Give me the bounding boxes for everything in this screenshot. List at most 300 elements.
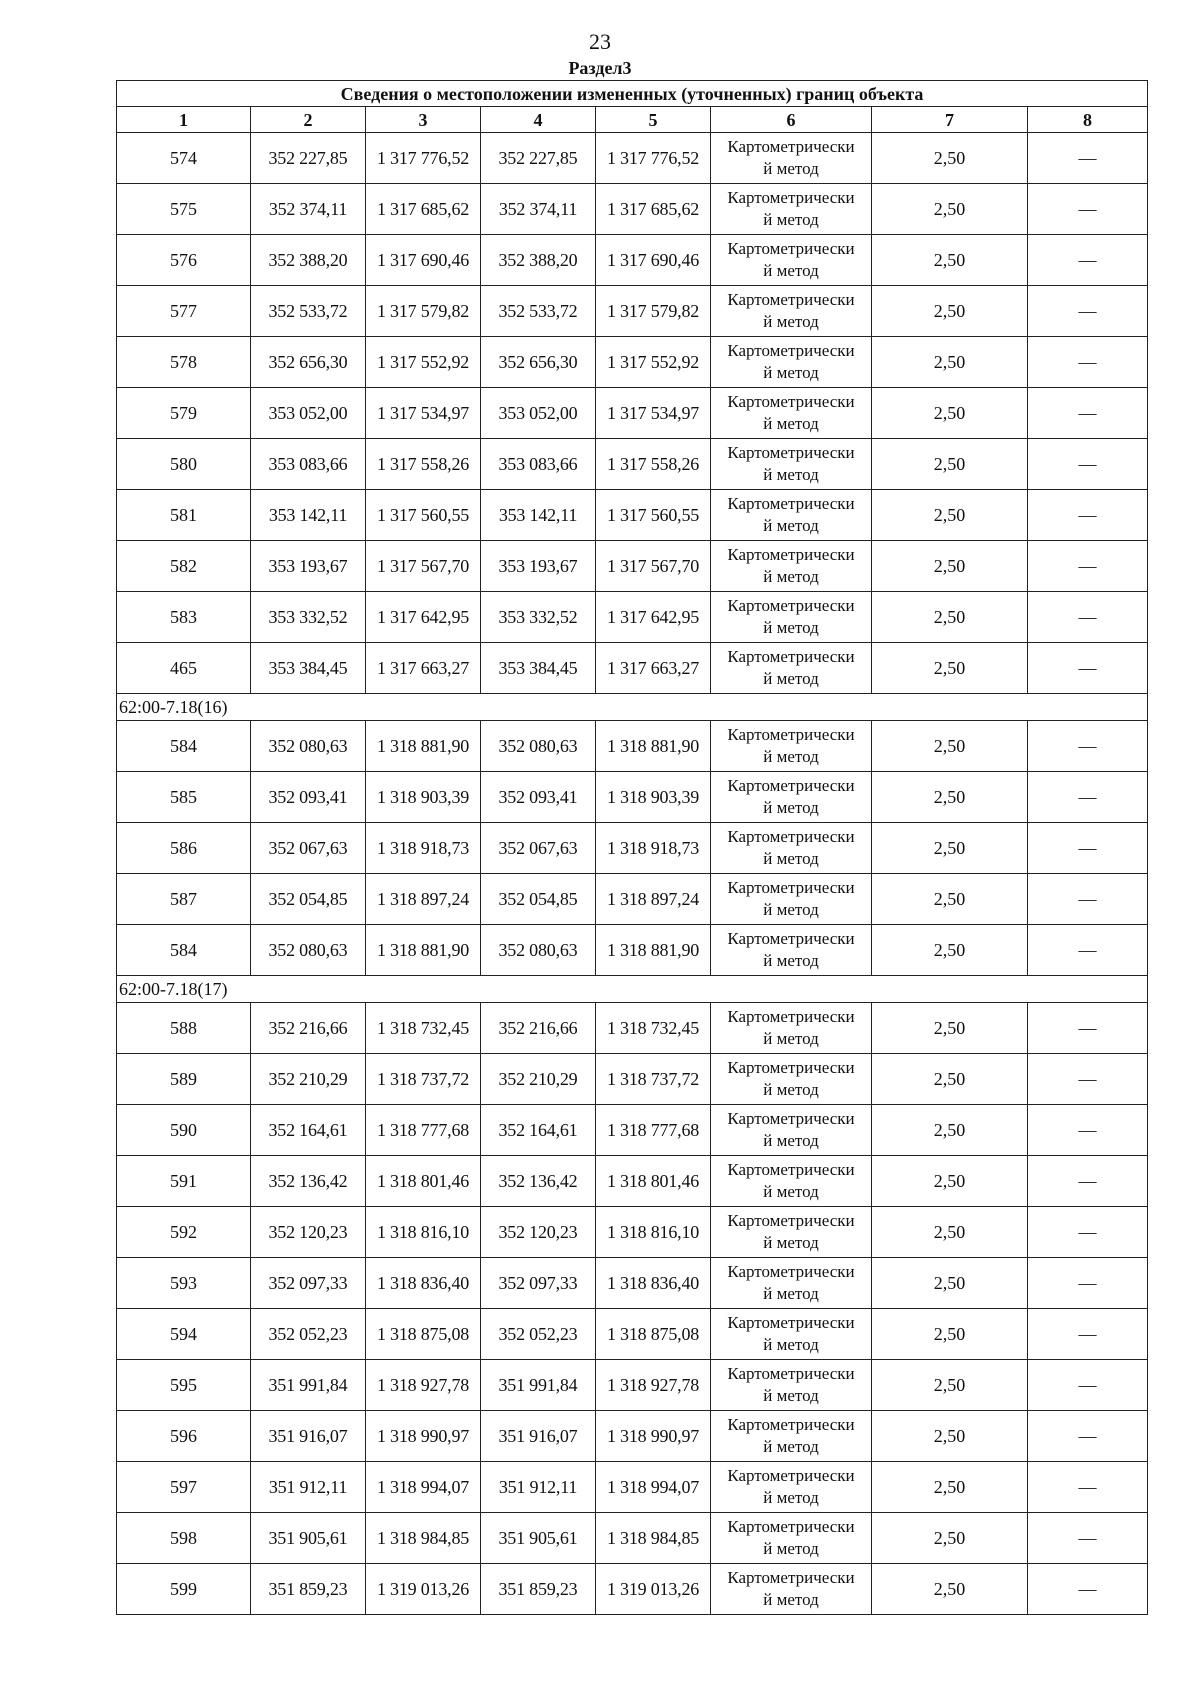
- y-existing-cell: 1 318 990,97: [366, 1411, 481, 1462]
- description-cell: —: [1028, 1411, 1148, 1462]
- description-cell: —: [1028, 1309, 1148, 1360]
- x-refined-cell: 352 093,41: [481, 772, 596, 823]
- x-refined-cell: 353 052,00: [481, 388, 596, 439]
- point-number-cell: 592: [117, 1207, 251, 1258]
- accuracy-cell: 2,50: [872, 1156, 1028, 1207]
- description-cell: —: [1028, 643, 1148, 694]
- table-row: [117, 1003, 1148, 1054]
- description-cell: —: [1028, 1054, 1148, 1105]
- table-row: [117, 1054, 1148, 1105]
- point-number-cell: 596: [117, 1411, 251, 1462]
- group-label: 62:00-7.18(16): [117, 694, 1148, 721]
- x-existing-cell: 352 227,85: [251, 133, 366, 184]
- method-line: й метод: [763, 1488, 819, 1507]
- description-cell: —: [1028, 1156, 1148, 1207]
- method-line: й метод: [763, 414, 819, 433]
- table-row: [117, 439, 1148, 490]
- x-existing-cell: 353 384,45: [251, 643, 366, 694]
- y-existing-cell: 1 318 881,90: [366, 925, 481, 976]
- method-line: й метод: [763, 849, 819, 868]
- point-number-cell: 594: [117, 1309, 251, 1360]
- x-refined-cell: 352 210,29: [481, 1054, 596, 1105]
- method-line: Картометрически: [727, 1415, 855, 1434]
- method-line: й метод: [763, 516, 819, 535]
- method-cell: [711, 286, 872, 337]
- point-number-cell: 595: [117, 1360, 251, 1411]
- method-cell: [711, 592, 872, 643]
- method-cell: [711, 823, 872, 874]
- x-existing-cell: 352 533,72: [251, 286, 366, 337]
- description-cell: —: [1028, 1003, 1148, 1054]
- method-line: й метод: [763, 798, 819, 817]
- accuracy-cell: 2,50: [872, 1258, 1028, 1309]
- description-cell: —: [1028, 439, 1148, 490]
- accuracy-cell: 2,50: [872, 133, 1028, 184]
- x-existing-cell: 352 093,41: [251, 772, 366, 823]
- y-refined-cell: 1 317 776,52: [596, 133, 711, 184]
- method-cell: [711, 337, 872, 388]
- method-line: й метод: [763, 1182, 819, 1201]
- table-row: [117, 1513, 1148, 1564]
- y-refined-cell: 1 318 984,85: [596, 1513, 711, 1564]
- y-refined-cell: 1 317 560,55: [596, 490, 711, 541]
- table-row: [117, 1156, 1148, 1207]
- method-line: й метод: [763, 669, 819, 688]
- y-refined-cell: 1 318 990,97: [596, 1411, 711, 1462]
- x-refined-cell: 352 216,66: [481, 1003, 596, 1054]
- accuracy-cell: 2,50: [872, 1003, 1028, 1054]
- point-number-cell: 579: [117, 388, 251, 439]
- group-row: [117, 694, 1148, 721]
- y-existing-cell: 1 318 737,72: [366, 1054, 481, 1105]
- y-existing-cell: 1 318 836,40: [366, 1258, 481, 1309]
- accuracy-cell: 2,50: [872, 235, 1028, 286]
- y-refined-cell: 1 318 875,08: [596, 1309, 711, 1360]
- method-line: Картометрически: [727, 596, 855, 615]
- x-refined-cell: 351 991,84: [481, 1360, 596, 1411]
- y-refined-cell: 1 318 897,24: [596, 874, 711, 925]
- y-refined-cell: 1 318 994,07: [596, 1462, 711, 1513]
- method-line: й метод: [763, 1539, 819, 1558]
- y-existing-cell: 1 318 984,85: [366, 1513, 481, 1564]
- table-row: [117, 1462, 1148, 1513]
- description-cell: —: [1028, 1513, 1148, 1564]
- point-number-cell: 584: [117, 721, 251, 772]
- method-line: й метод: [763, 312, 819, 331]
- x-refined-cell: 352 067,63: [481, 823, 596, 874]
- method-cell: [711, 1462, 872, 1513]
- method-line: й метод: [763, 1284, 819, 1303]
- method-line: Картометрически: [727, 392, 855, 411]
- description-cell: —: [1028, 541, 1148, 592]
- table-row: [117, 235, 1148, 286]
- accuracy-cell: 2,50: [872, 1054, 1028, 1105]
- method-line: й метод: [763, 159, 819, 178]
- x-refined-cell: 352 533,72: [481, 286, 596, 337]
- accuracy-cell: 2,50: [872, 1360, 1028, 1411]
- x-existing-cell: 352 374,11: [251, 184, 366, 235]
- x-refined-cell: 351 912,11: [481, 1462, 596, 1513]
- method-line: Картометрически: [727, 1568, 855, 1587]
- method-line: й метод: [763, 1131, 819, 1150]
- description-cell: —: [1028, 721, 1148, 772]
- y-existing-cell: 1 317 663,27: [366, 643, 481, 694]
- method-line: Картометрически: [727, 1109, 855, 1128]
- table-row: [117, 721, 1148, 772]
- table-row: [117, 133, 1148, 184]
- point-number-cell: 587: [117, 874, 251, 925]
- y-refined-cell: 1 317 685,62: [596, 184, 711, 235]
- method-line: Картометрически: [727, 443, 855, 462]
- method-cell: [711, 184, 872, 235]
- y-existing-cell: 1 317 560,55: [366, 490, 481, 541]
- y-refined-cell: 1 318 881,90: [596, 925, 711, 976]
- method-line: Картометрически: [727, 239, 855, 258]
- method-cell: [711, 388, 872, 439]
- y-refined-cell: 1 318 836,40: [596, 1258, 711, 1309]
- method-line: Картометрически: [727, 290, 855, 309]
- x-refined-cell: 351 859,23: [481, 1564, 596, 1615]
- method-line: Картометрически: [727, 1364, 855, 1383]
- y-existing-cell: 1 318 927,78: [366, 1360, 481, 1411]
- table-row: [117, 925, 1148, 976]
- x-existing-cell: 353 193,67: [251, 541, 366, 592]
- x-refined-cell: 352 054,85: [481, 874, 596, 925]
- accuracy-cell: 2,50: [872, 1207, 1028, 1258]
- x-refined-cell: 352 080,63: [481, 721, 596, 772]
- y-refined-cell: 1 317 690,46: [596, 235, 711, 286]
- method-line: й метод: [763, 951, 819, 970]
- accuracy-cell: 2,50: [872, 1411, 1028, 1462]
- x-existing-cell: 352 080,63: [251, 721, 366, 772]
- accuracy-cell: 2,50: [872, 592, 1028, 643]
- method-cell: [711, 1105, 872, 1156]
- accuracy-cell: 2,50: [872, 1513, 1028, 1564]
- accuracy-cell: 2,50: [872, 388, 1028, 439]
- y-refined-cell: 1 318 737,72: [596, 1054, 711, 1105]
- accuracy-cell: 2,50: [872, 541, 1028, 592]
- table-row: [117, 286, 1148, 337]
- x-refined-cell: 353 384,45: [481, 643, 596, 694]
- table-row: [117, 772, 1148, 823]
- x-existing-cell: 352 216,66: [251, 1003, 366, 1054]
- method-line: Картометрически: [727, 725, 855, 744]
- x-existing-cell: 352 120,23: [251, 1207, 366, 1258]
- method-cell: [711, 1054, 872, 1105]
- method-line: Картометрически: [727, 1007, 855, 1026]
- column-number: 8: [1028, 107, 1148, 133]
- description-cell: —: [1028, 490, 1148, 541]
- x-existing-cell: 352 052,23: [251, 1309, 366, 1360]
- table-row: [117, 1360, 1148, 1411]
- method-cell: [711, 925, 872, 976]
- y-refined-cell: 1 318 816,10: [596, 1207, 711, 1258]
- x-existing-cell: 351 916,07: [251, 1411, 366, 1462]
- point-number-cell: 581: [117, 490, 251, 541]
- y-existing-cell: 1 317 567,70: [366, 541, 481, 592]
- accuracy-cell: 2,50: [872, 721, 1028, 772]
- method-line: й метод: [763, 363, 819, 382]
- accuracy-cell: 2,50: [872, 337, 1028, 388]
- method-line: й метод: [763, 465, 819, 484]
- y-refined-cell: 1 318 881,90: [596, 721, 711, 772]
- point-number-cell: 589: [117, 1054, 251, 1105]
- description-cell: —: [1028, 1258, 1148, 1309]
- x-refined-cell: 352 164,61: [481, 1105, 596, 1156]
- description-cell: —: [1028, 1360, 1148, 1411]
- method-line: й метод: [763, 618, 819, 637]
- description-cell: —: [1028, 1564, 1148, 1615]
- y-existing-cell: 1 317 579,82: [366, 286, 481, 337]
- table-caption: Сведения о местоположении измененных (уточненных) границ объекта: [117, 81, 1148, 107]
- accuracy-cell: 2,50: [872, 1309, 1028, 1360]
- y-refined-cell: 1 317 579,82: [596, 286, 711, 337]
- x-existing-cell: 352 054,85: [251, 874, 366, 925]
- y-existing-cell: 1 319 013,26: [366, 1564, 481, 1615]
- column-number: 7: [872, 107, 1028, 133]
- x-refined-cell: 352 080,63: [481, 925, 596, 976]
- point-number-cell: 588: [117, 1003, 251, 1054]
- method-cell: [711, 874, 872, 925]
- table-row: [117, 541, 1148, 592]
- y-existing-cell: 1 317 690,46: [366, 235, 481, 286]
- accuracy-cell: 2,50: [872, 439, 1028, 490]
- x-refined-cell: 352 388,20: [481, 235, 596, 286]
- table-row: [117, 1309, 1148, 1360]
- coordinates-table: [116, 80, 1148, 1615]
- y-refined-cell: 1 317 663,27: [596, 643, 711, 694]
- method-line: й метод: [763, 1233, 819, 1252]
- table-row: [117, 337, 1148, 388]
- description-cell: —: [1028, 286, 1148, 337]
- x-refined-cell: 352 120,23: [481, 1207, 596, 1258]
- description-cell: —: [1028, 823, 1148, 874]
- x-existing-cell: 351 912,11: [251, 1462, 366, 1513]
- column-number: 1: [117, 107, 251, 133]
- y-existing-cell: 1 318 777,68: [366, 1105, 481, 1156]
- method-line: й метод: [763, 900, 819, 919]
- method-cell: [711, 643, 872, 694]
- method-cell: [711, 1309, 872, 1360]
- y-existing-cell: 1 318 897,24: [366, 874, 481, 925]
- y-existing-cell: 1 317 776,52: [366, 133, 481, 184]
- x-existing-cell: 352 388,20: [251, 235, 366, 286]
- accuracy-cell: 2,50: [872, 874, 1028, 925]
- point-number-cell: 582: [117, 541, 251, 592]
- x-refined-cell: 352 227,85: [481, 133, 596, 184]
- method-cell: [711, 1564, 872, 1615]
- column-number: 5: [596, 107, 711, 133]
- accuracy-cell: 2,50: [872, 772, 1028, 823]
- description-cell: —: [1028, 1207, 1148, 1258]
- description-cell: —: [1028, 184, 1148, 235]
- x-existing-cell: 352 136,42: [251, 1156, 366, 1207]
- description-cell: —: [1028, 133, 1148, 184]
- point-number-cell: 593: [117, 1258, 251, 1309]
- point-number-cell: 584: [117, 925, 251, 976]
- method-cell: [711, 1258, 872, 1309]
- description-cell: —: [1028, 874, 1148, 925]
- method-line: Картометрически: [727, 1466, 855, 1485]
- x-existing-cell: 352 097,33: [251, 1258, 366, 1309]
- x-existing-cell: 351 905,61: [251, 1513, 366, 1564]
- y-refined-cell: 1 319 013,26: [596, 1564, 711, 1615]
- x-existing-cell: 353 142,11: [251, 490, 366, 541]
- point-number-cell: 580: [117, 439, 251, 490]
- method-line: Картометрически: [727, 1517, 855, 1536]
- y-existing-cell: 1 318 875,08: [366, 1309, 481, 1360]
- table-row: [117, 1411, 1148, 1462]
- method-line: й метод: [763, 1590, 819, 1609]
- y-refined-cell: 1 318 801,46: [596, 1156, 711, 1207]
- method-line: Картометрически: [727, 827, 855, 846]
- accuracy-cell: 2,50: [872, 184, 1028, 235]
- column-number: 4: [481, 107, 596, 133]
- description-cell: —: [1028, 1462, 1148, 1513]
- y-refined-cell: 1 318 927,78: [596, 1360, 711, 1411]
- y-refined-cell: 1 318 918,73: [596, 823, 711, 874]
- y-existing-cell: 1 318 994,07: [366, 1462, 481, 1513]
- x-existing-cell: 352 656,30: [251, 337, 366, 388]
- method-line: Картометрически: [727, 188, 855, 207]
- point-number-cell: 577: [117, 286, 251, 337]
- y-existing-cell: 1 317 534,97: [366, 388, 481, 439]
- table-row: [117, 1105, 1148, 1156]
- method-line: Картометрически: [727, 1058, 855, 1077]
- description-cell: —: [1028, 388, 1148, 439]
- point-number-cell: 578: [117, 337, 251, 388]
- accuracy-cell: 2,50: [872, 1564, 1028, 1615]
- x-refined-cell: 352 656,30: [481, 337, 596, 388]
- point-number-cell: 465: [117, 643, 251, 694]
- method-cell: [711, 439, 872, 490]
- method-cell: [711, 1411, 872, 1462]
- description-cell: —: [1028, 1105, 1148, 1156]
- method-line: Картометрически: [727, 494, 855, 513]
- accuracy-cell: 2,50: [872, 1105, 1028, 1156]
- description-cell: —: [1028, 772, 1148, 823]
- y-existing-cell: 1 318 918,73: [366, 823, 481, 874]
- y-existing-cell: 1 317 552,92: [366, 337, 481, 388]
- method-cell: [711, 772, 872, 823]
- method-line: Картометрически: [727, 341, 855, 360]
- point-number-cell: 597: [117, 1462, 251, 1513]
- point-number-cell: 576: [117, 235, 251, 286]
- x-existing-cell: 352 080,63: [251, 925, 366, 976]
- y-existing-cell: 1 317 685,62: [366, 184, 481, 235]
- y-existing-cell: 1 318 903,39: [366, 772, 481, 823]
- table-body: [117, 133, 1148, 1615]
- method-line: Картометрически: [727, 1160, 855, 1179]
- table-row: [117, 1207, 1148, 1258]
- y-refined-cell: 1 318 732,45: [596, 1003, 711, 1054]
- group-row: [117, 976, 1148, 1003]
- section-title: Раздел3: [568, 58, 632, 78]
- method-line: й метод: [763, 1437, 819, 1456]
- x-refined-cell: 351 905,61: [481, 1513, 596, 1564]
- accuracy-cell: 2,50: [872, 925, 1028, 976]
- method-line: й метод: [763, 1080, 819, 1099]
- x-refined-cell: 353 142,11: [481, 490, 596, 541]
- method-line: Картометрически: [727, 647, 855, 666]
- y-existing-cell: 1 317 558,26: [366, 439, 481, 490]
- method-cell: [711, 721, 872, 772]
- column-number-row: [117, 107, 1148, 133]
- method-line: й метод: [763, 1335, 819, 1354]
- method-line: Картометрически: [727, 545, 855, 564]
- y-existing-cell: 1 318 816,10: [366, 1207, 481, 1258]
- group-label: 62:00-7.18(17): [117, 976, 1148, 1003]
- table-row: [117, 592, 1148, 643]
- x-refined-cell: 351 916,07: [481, 1411, 596, 1462]
- table-row: [117, 388, 1148, 439]
- x-refined-cell: 353 083,66: [481, 439, 596, 490]
- x-existing-cell: 352 164,61: [251, 1105, 366, 1156]
- x-existing-cell: 353 332,52: [251, 592, 366, 643]
- method-line: Картометрически: [727, 1262, 855, 1281]
- y-refined-cell: 1 318 777,68: [596, 1105, 711, 1156]
- accuracy-cell: 2,50: [872, 286, 1028, 337]
- column-number: 6: [711, 107, 872, 133]
- x-refined-cell: 352 374,11: [481, 184, 596, 235]
- column-number: 3: [366, 107, 481, 133]
- y-existing-cell: 1 318 801,46: [366, 1156, 481, 1207]
- x-existing-cell: 353 052,00: [251, 388, 366, 439]
- method-line: й метод: [763, 210, 819, 229]
- point-number-cell: 590: [117, 1105, 251, 1156]
- method-line: Картометрически: [727, 1313, 855, 1332]
- table-row: [117, 643, 1148, 694]
- description-cell: —: [1028, 337, 1148, 388]
- method-line: Картометрически: [727, 776, 855, 795]
- accuracy-cell: 2,50: [872, 1462, 1028, 1513]
- y-refined-cell: 1 317 558,26: [596, 439, 711, 490]
- x-refined-cell: 353 332,52: [481, 592, 596, 643]
- x-existing-cell: 353 083,66: [251, 439, 366, 490]
- x-existing-cell: 351 859,23: [251, 1564, 366, 1615]
- x-refined-cell: 352 097,33: [481, 1258, 596, 1309]
- x-existing-cell: 352 067,63: [251, 823, 366, 874]
- description-cell: —: [1028, 235, 1148, 286]
- accuracy-cell: 2,50: [872, 643, 1028, 694]
- column-number: 2: [251, 107, 366, 133]
- method-cell: [711, 541, 872, 592]
- method-line: й метод: [763, 1386, 819, 1405]
- method-line: Картометрически: [727, 929, 855, 948]
- x-existing-cell: 352 210,29: [251, 1054, 366, 1105]
- method-line: й метод: [763, 261, 819, 280]
- y-existing-cell: 1 318 732,45: [366, 1003, 481, 1054]
- method-cell: [711, 1207, 872, 1258]
- page-number: 23: [589, 29, 611, 54]
- table-row: [117, 184, 1148, 235]
- y-refined-cell: 1 318 903,39: [596, 772, 711, 823]
- point-number-cell: 591: [117, 1156, 251, 1207]
- method-cell: [711, 1003, 872, 1054]
- method-line: й метод: [763, 567, 819, 586]
- method-cell: [711, 1360, 872, 1411]
- method-line: Картометрически: [727, 137, 855, 156]
- method-cell: [711, 1513, 872, 1564]
- point-number-cell: 585: [117, 772, 251, 823]
- description-cell: —: [1028, 592, 1148, 643]
- method-cell: [711, 133, 872, 184]
- description-cell: —: [1028, 925, 1148, 976]
- point-number-cell: 583: [117, 592, 251, 643]
- accuracy-cell: 2,50: [872, 823, 1028, 874]
- point-number-cell: 598: [117, 1513, 251, 1564]
- y-existing-cell: 1 318 881,90: [366, 721, 481, 772]
